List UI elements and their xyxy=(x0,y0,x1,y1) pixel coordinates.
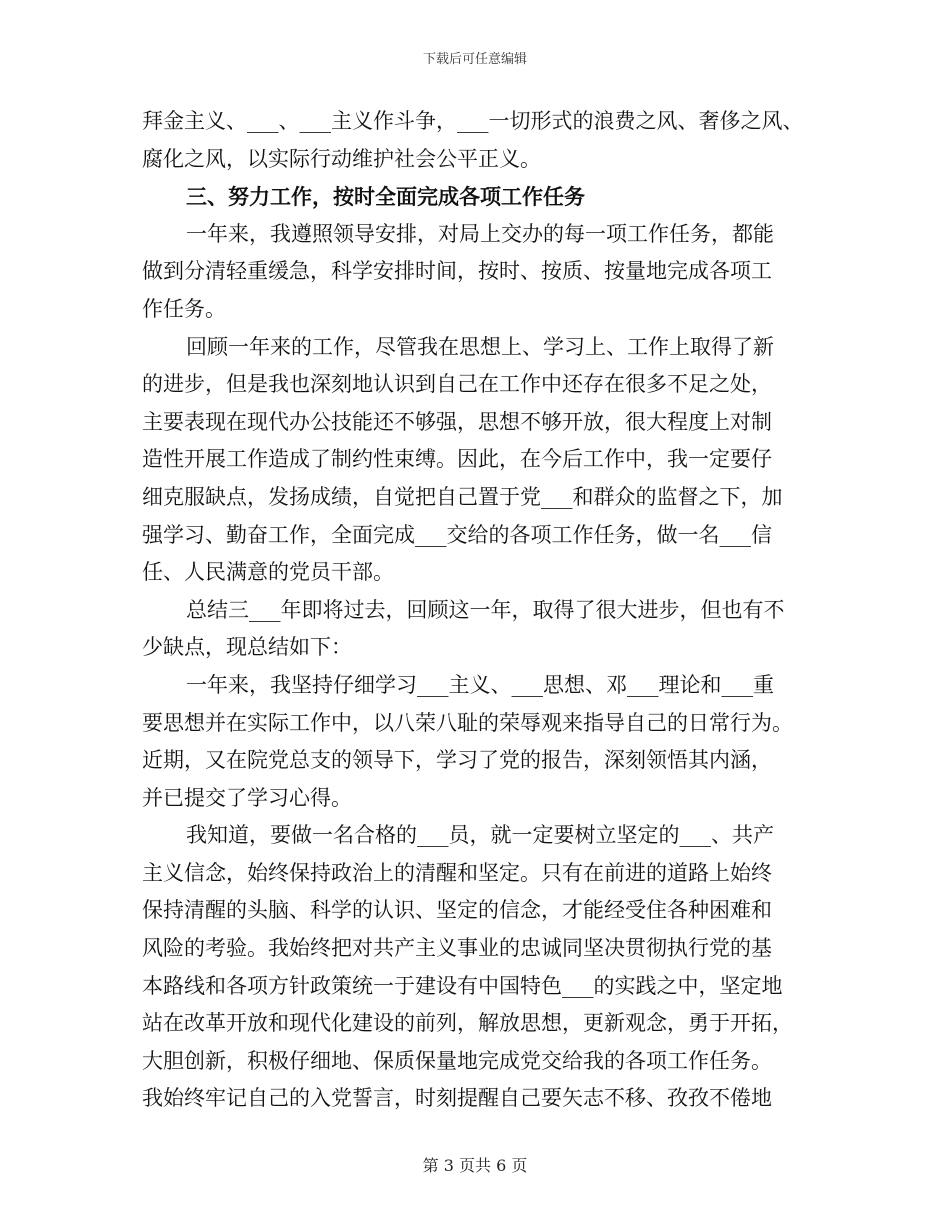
text-line: 的进步，但是我也深刻地认识到自己在工作中还存在很多不足之处， xyxy=(142,372,772,397)
text-line: 一年来，我遵照领导安排，对局上交办的每一项工作任务，都能 xyxy=(186,221,774,246)
text-line: 作任务。 xyxy=(142,296,226,321)
text-line: 风险的考验。我始终把对共产主义事业的忠诚同坚决贯彻执行党的基 xyxy=(142,936,772,961)
text-line: 保持清醒的头脑、科学的认识、坚定的信念，才能经受住各种困难和 xyxy=(142,898,772,923)
text-line: 拜金主义、___、___主义作斗争，___一切形式的浪费之风、奢侈之风、 xyxy=(142,109,804,133)
text-line: 我始终牢记自己的入党誓言，时刻提醒自己要矢志不移、孜孜不倦地 xyxy=(142,1086,772,1111)
document-body xyxy=(142,103,822,1118)
text-line: 本路线和各项方针政策统一于建设有中国特色___的实践之中，坚定地 xyxy=(142,973,783,998)
page-footer: 第 3 页共 6 页 xyxy=(422,1156,528,1175)
text-line: 任、人民满意的党员干部。 xyxy=(142,560,394,585)
text-line: 腐化之风，以实际行动维护社会公平正义。 xyxy=(142,146,541,171)
text-line: 主义信念，始终保持政治上的清醒和坚定。只有在前进的道路上始终 xyxy=(142,860,772,885)
text-line: 并已提交了学习心得。 xyxy=(142,785,352,810)
text-line: 要思想并在实际工作中，以八荣八耻的荣辱观来指导自己的日常行为。 xyxy=(142,710,793,735)
text-line: 细克服缺点，发扬成绩，自觉把自己置于党___和群众的监督之下，加 xyxy=(142,484,783,509)
text-line: 近期，又在院党总支的领导下，学习了党的报告，深刻领悟其内涵， xyxy=(142,748,772,773)
text-line: 主要表现在现代办公技能还不够强，思想不够开放，很大程度上对制 xyxy=(142,409,772,434)
text-line: 站在改革开放和现代化建设的前列，解放思想，更新观念，勇于开拓， xyxy=(142,1011,793,1036)
text-line: 一年来，我坚持仔细学习___主义、___思想、邓___理论和___重 xyxy=(186,672,774,697)
text-line: 少缺点，现总结如下： xyxy=(142,635,352,660)
text-line: 回顾一年来的工作，尽管我在思想上、学习上、工作上取得了新 xyxy=(186,334,774,359)
text-line: 做到分清轻重缓急，科学安排时间，按时、按质、按量地完成各项工 xyxy=(142,259,772,284)
text-line: 强学习、勤奋工作，全面完成___交给的各项工作任务，做一名___信 xyxy=(142,522,772,547)
text-line: 我知道，要做一名合格的___员，就一定要树立坚定的___、共产 xyxy=(186,823,774,848)
text-line: 大胆创新，积极仔细地、保质保量地完成党交给我的各项工作任务。 xyxy=(142,1048,772,1073)
section-heading: 三、努力工作，按时全面完成各项工作任务 xyxy=(186,184,585,210)
text-line: 总结三___年即将过去，回顾这一年，取得了很大进步，但也有不 xyxy=(186,597,785,622)
page-header: 下载后可任意编辑 xyxy=(422,52,527,67)
text-line: 造性开展工作造成了制约性束缚。因此，在今后工作中，我一定要仔 xyxy=(142,447,772,472)
